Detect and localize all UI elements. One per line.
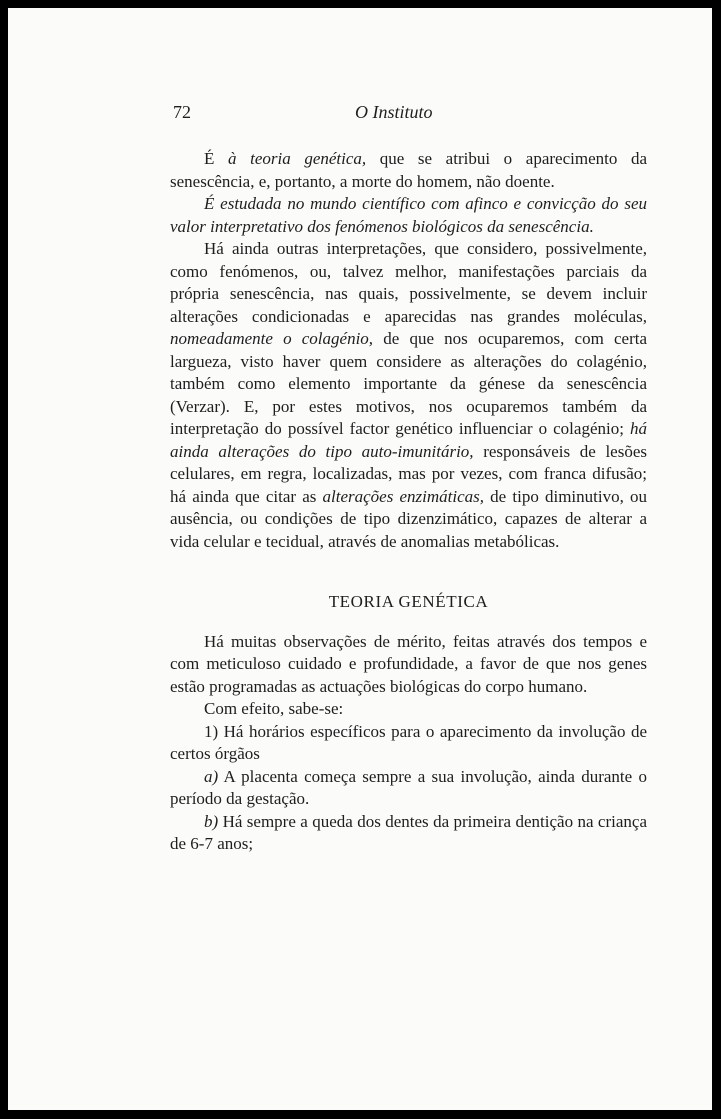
emphasis: há ainda alterações do tipo auto-imunitário, bbox=[170, 419, 647, 461]
paragraph: Com efeito, sabe-se: bbox=[204, 699, 344, 718]
paragraph bbox=[170, 193, 647, 238]
running-head: O Instituto bbox=[355, 102, 433, 122]
book-page bbox=[8, 8, 712, 1110]
emphasis: à teoria genética, bbox=[228, 149, 367, 168]
emphasis: É estudada no mundo científico com afinco e convicção do seu valor interpretativo dos fenómenos biológicos da senescência. bbox=[170, 194, 647, 236]
body-text bbox=[170, 148, 647, 856]
emphasis: nomeadamente o colagénio, bbox=[170, 329, 374, 348]
list-item: a) A placenta começa sempre a sua involução, ainda durante o período da gestação. bbox=[170, 766, 647, 808]
emphasis: alterações enzimáticas, bbox=[322, 486, 485, 506]
paragraph: Há ainda outras interpretações, que considero, possivelmente, como fenómenos, ou, talvez melhor, manifestações parciais da própria senescência, nas quais, possivelmente, se devem incluir alterações condicionadas e aparecidas nas grandes moléculas, nomeadamente o colagénio, de que nos ocuparemos, com certa largueza, visto haver quem considere as alterações do colagénio, também como elemento importante da génese da senescência (Verzar). E, por estes motivos, nos ocuparemos também da interpretação do possível factor genético influenciar o colagénio; há ainda alterações do tipo auto-imunitário, responsáveis de lesões celulares, em regra, localizadas, mas por vezes, com franca difusão; há ainda que citar as alterações enzimáticas, de tipo diminutivo, ou ausência, ou condições de tipo dizenzimático, capazes de alterar a vida celular e tecidual, através de anomalias metabólicas. bbox=[170, 239, 648, 551]
list-item: b) Há sempre a queda dos dentes da primeira dentição na criança de 6-7 anos; bbox=[170, 811, 647, 853]
page-header bbox=[165, 102, 648, 134]
paragraph: Há muitas observações de mérito, feitas através dos tempos e com meticuloso cuidado e profundidade, a favor de que nos genes estão programadas as actuações biológicas do corpo humano. bbox=[170, 631, 647, 696]
list-item: 1) Há horários específicos para o aparecimento da involução de certos órgãos bbox=[170, 721, 647, 763]
page-number: 72 bbox=[173, 102, 191, 122]
paragraph: É à teoria genética, que se atribui o aparecimento da senescência, e, portanto, a morte do homem, não doente. bbox=[170, 149, 647, 191]
section-heading: TEORIA GENÉTICA bbox=[328, 592, 489, 611]
